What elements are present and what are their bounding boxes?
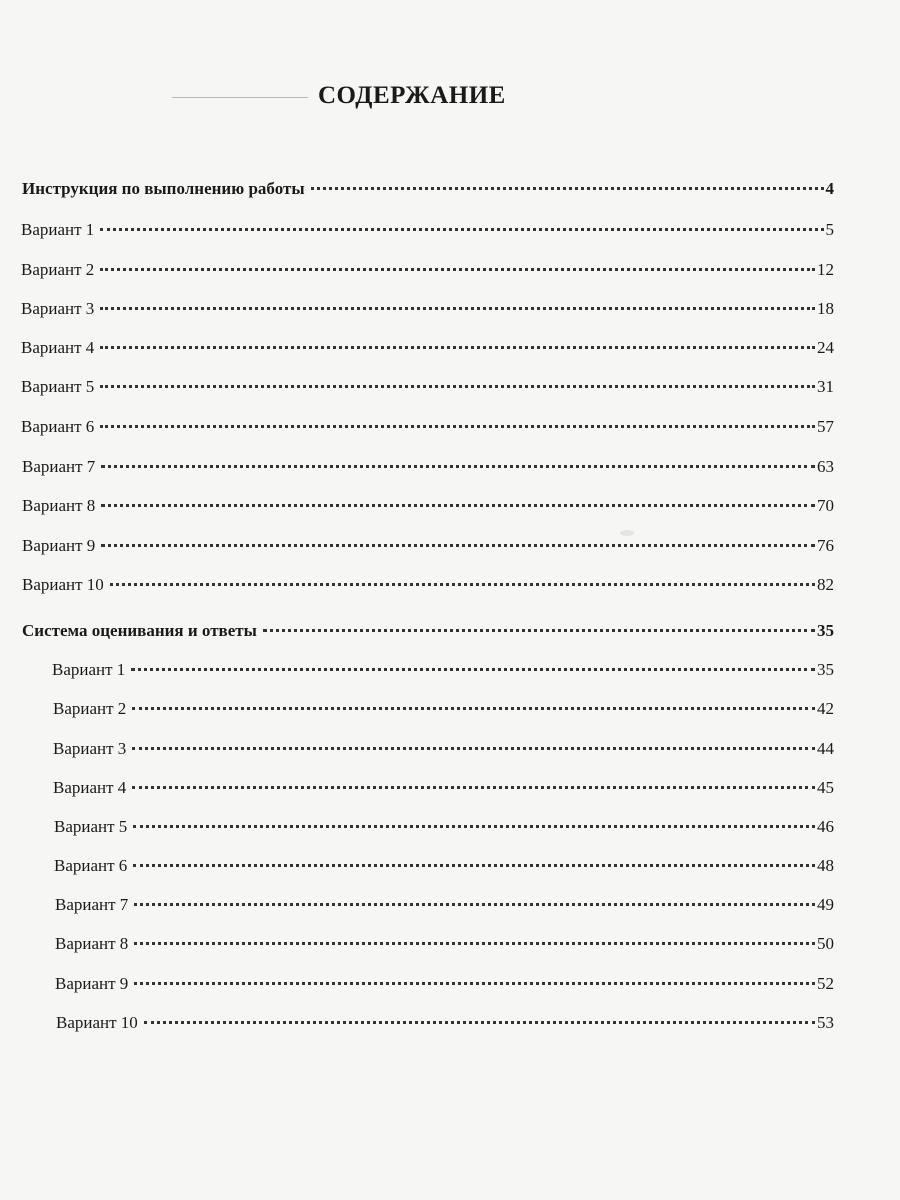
- toc-entry-label: Вариант 2: [53, 699, 127, 718]
- toc-entry-label: Вариант 3: [21, 299, 95, 318]
- dot-leader: [132, 747, 815, 750]
- toc-entry-label: Вариант 1: [21, 220, 95, 239]
- dot-leader: [101, 544, 815, 547]
- toc-entry-page: 63: [817, 457, 834, 476]
- dot-leader: [131, 668, 815, 671]
- toc-entry-label: Вариант 5: [54, 817, 128, 836]
- toc-entry-answers-variant-8[interactable]: [55, 933, 834, 955]
- dot-leader: [134, 903, 815, 906]
- dot-leader: [133, 864, 815, 867]
- toc-entry-label: Вариант 6: [54, 856, 128, 875]
- toc-entry-answers-variant-6[interactable]: [54, 855, 834, 877]
- toc-entry-page: 4: [825, 179, 834, 198]
- toc-entry-page: 35: [817, 621, 834, 640]
- toc-entry-label: Вариант 10: [22, 575, 104, 594]
- dot-leader: [132, 786, 815, 789]
- toc-entry-page: 45: [817, 778, 834, 797]
- dot-leader: [133, 825, 815, 828]
- toc-entry-page: 57: [817, 417, 834, 436]
- toc-entry-label: Вариант 1: [52, 660, 126, 679]
- toc-entry-label: Вариант 7: [55, 895, 129, 914]
- toc-entry-page: 44: [817, 739, 834, 758]
- toc-entry-page: 31: [817, 377, 834, 396]
- toc-entry-answers-variant-10[interactable]: [56, 1012, 834, 1034]
- title-rule: [172, 97, 308, 98]
- dot-leader: [144, 1021, 815, 1024]
- dot-leader: [100, 228, 823, 231]
- toc-entry-page: 48: [817, 856, 834, 875]
- toc-entry-label: Вариант 2: [21, 260, 95, 279]
- toc-entry-page: 49: [817, 895, 834, 914]
- toc-entry-answers[interactable]: [22, 620, 834, 642]
- toc-entry-page: 70: [817, 496, 834, 515]
- toc-entry-answers-variant-5[interactable]: [54, 816, 834, 838]
- dot-leader: [311, 187, 824, 190]
- toc-entry-label: Вариант 8: [55, 934, 129, 953]
- toc-entry-label: Вариант 10: [56, 1013, 138, 1032]
- toc-entry-variant-9[interactable]: [22, 535, 834, 557]
- toc-entry-variant-3[interactable]: [21, 298, 834, 320]
- toc-entry-variant-6[interactable]: [21, 416, 834, 438]
- toc-entry-page: 35: [817, 660, 834, 679]
- toc-entry-variant-10[interactable]: [22, 574, 834, 596]
- toc-entry-variant-2[interactable]: [21, 259, 834, 281]
- toc-entry-label: Вариант 5: [21, 377, 95, 396]
- toc-entry-label: Вариант 7: [22, 457, 96, 476]
- dot-leader: [100, 346, 815, 349]
- toc-entry-page: 12: [817, 260, 834, 279]
- toc-entry-answers-variant-1[interactable]: [52, 659, 834, 681]
- toc-entry-label: Вариант 6: [21, 417, 95, 436]
- dot-leader: [134, 942, 815, 945]
- toc-entry-variant-1[interactable]: [21, 219, 834, 241]
- toc-entry-page: 5: [825, 220, 834, 239]
- toc-entry-label: Система оценивания и ответы: [22, 621, 257, 640]
- dot-leader: [101, 504, 815, 507]
- toc-entry-page: 42: [817, 699, 834, 718]
- toc-entry-page: 53: [817, 1013, 834, 1032]
- toc-entry-answers-variant-4[interactable]: [53, 777, 834, 799]
- toc-entry-page: 18: [817, 299, 834, 318]
- toc-entry-label: Инструкция по выполнению работы: [22, 179, 305, 198]
- toc-entry-page: 52: [817, 974, 834, 993]
- dot-leader: [101, 465, 815, 468]
- toc-entry-answers-variant-9[interactable]: [55, 973, 834, 995]
- toc-entry-page: 82: [817, 575, 834, 594]
- page-title: СОДЕРЖАНИЕ: [318, 82, 506, 109]
- dot-leader: [100, 268, 815, 271]
- dot-leader: [110, 583, 815, 586]
- dot-leader: [100, 385, 815, 388]
- toc-entry-variant-8[interactable]: [22, 495, 834, 517]
- toc-entry-label: Вариант 4: [21, 338, 95, 357]
- dot-leader: [100, 307, 815, 310]
- toc-entry-label: Вариант 8: [22, 496, 96, 515]
- toc-entry-label: Вариант 3: [53, 739, 127, 758]
- toc-entry-page: 24: [817, 338, 834, 357]
- toc-entry-variant-4[interactable]: [21, 337, 834, 359]
- toc-entry-answers-variant-3[interactable]: [53, 738, 834, 760]
- toc-entry-label: Вариант 4: [53, 778, 127, 797]
- toc-entry-label: Вариант 9: [22, 536, 96, 555]
- dot-leader: [132, 707, 815, 710]
- toc-entry-label: Вариант 9: [55, 974, 129, 993]
- dot-leader: [263, 629, 815, 632]
- dot-leader: [134, 982, 815, 985]
- toc-entry-page: 76: [817, 536, 834, 555]
- toc-entry-instruction[interactable]: [22, 178, 834, 200]
- toc-entry-answers-variant-2[interactable]: [53, 698, 834, 720]
- toc-entry-page: 46: [817, 817, 834, 836]
- toc-entry-variant-7[interactable]: [22, 456, 834, 478]
- toc-entry-page: 50: [817, 934, 834, 953]
- dot-leader: [100, 425, 815, 428]
- toc-entry-variant-5[interactable]: [21, 376, 834, 398]
- toc-entry-answers-variant-7[interactable]: [55, 894, 834, 916]
